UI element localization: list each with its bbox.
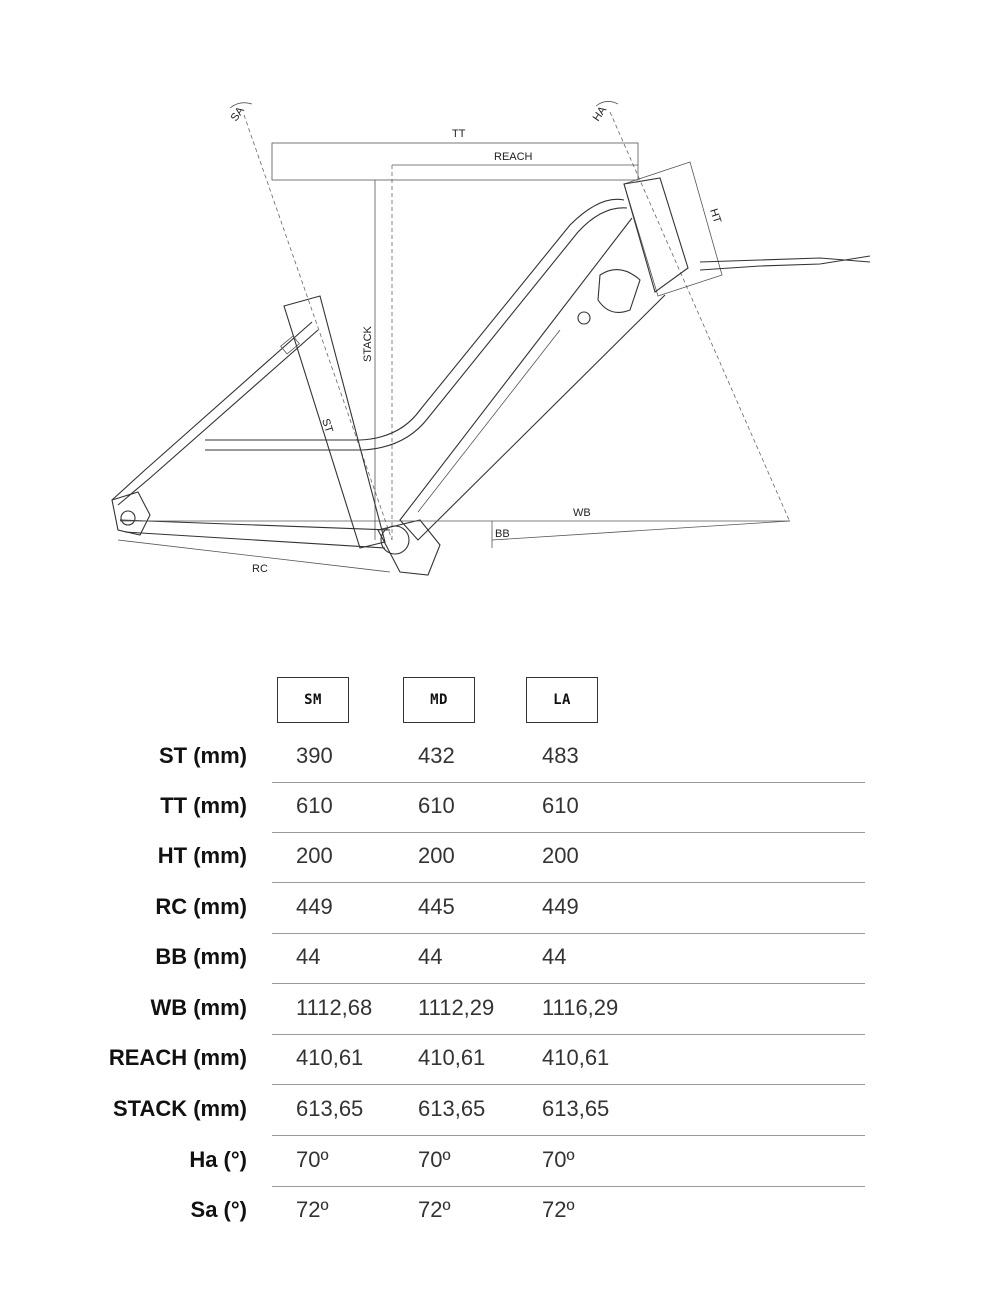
- cell-sm: 200: [296, 843, 333, 868]
- reach-label: REACH: [494, 151, 533, 163]
- tt-label: TT: [452, 128, 466, 140]
- cell-sm: 610: [296, 793, 333, 818]
- row-label: Sa (°): [190, 1197, 247, 1222]
- size-header-md: MD: [403, 677, 475, 723]
- frame-geometry-diagram: [0, 0, 1000, 620]
- table-row: [0, 985, 1000, 1035]
- cell-sm: 44: [296, 944, 321, 969]
- table-row: [0, 1035, 1000, 1085]
- row-label: ST (mm): [159, 743, 247, 768]
- table-row: [0, 733, 1000, 783]
- cell-la: 200: [542, 843, 579, 868]
- cell-sm: 449: [296, 894, 333, 919]
- cell-md: 44: [418, 944, 443, 969]
- wb-dimension: [492, 521, 790, 540]
- row-label: HT (mm): [157, 843, 247, 868]
- row-divider: [272, 1135, 865, 1136]
- cell-la: 610: [542, 793, 579, 818]
- tt-dimension: [272, 143, 638, 180]
- cell-sm: 72º: [296, 1197, 329, 1222]
- cell-la: 70º: [542, 1147, 575, 1172]
- cell-md: 70º: [418, 1147, 451, 1172]
- cell-la: 613,65: [542, 1096, 610, 1121]
- row-label: RC (mm): [155, 894, 247, 919]
- cell-md: 613,65: [418, 1096, 486, 1121]
- row-label: BB (mm): [155, 944, 247, 969]
- cell-md: 72º: [418, 1197, 451, 1222]
- bb-label: BB: [495, 528, 510, 540]
- ht-label: HT: [707, 207, 724, 225]
- cell-la: 449: [542, 894, 579, 919]
- table-row: [0, 934, 1000, 984]
- cell-sm: 390: [296, 743, 333, 768]
- cell-sm: 1112,68: [296, 995, 373, 1020]
- size-header-la: LA: [526, 677, 598, 723]
- row-label: STACK (mm): [112, 1096, 247, 1121]
- row-label: Ha (°): [189, 1147, 247, 1172]
- wb-label: WB: [573, 507, 591, 519]
- table-row: [0, 783, 1000, 833]
- ha-label: HA: [590, 104, 610, 124]
- size-header-sm: SM: [277, 677, 349, 723]
- cell-la: 483: [542, 743, 579, 768]
- row-divider: [272, 983, 865, 984]
- table-row: [0, 1137, 1000, 1187]
- cell-md: 410,61: [418, 1045, 486, 1070]
- cell-md: 1112,29: [418, 995, 495, 1020]
- cell-md: 610: [418, 793, 455, 818]
- cell-sm: 613,65: [296, 1096, 364, 1121]
- table-row: [0, 884, 1000, 934]
- table-row: [0, 833, 1000, 883]
- table-row: [0, 1187, 1000, 1237]
- cell-la: 44: [542, 944, 567, 969]
- row-label: REACH (mm): [108, 1045, 247, 1070]
- cell-sm: 70º: [296, 1147, 329, 1172]
- table-row: [0, 1086, 1000, 1136]
- row-divider: [272, 1084, 865, 1085]
- stack-label: STACK: [362, 326, 374, 362]
- sa-label: SA: [228, 104, 247, 124]
- rc-label: RC: [252, 563, 268, 575]
- cell-md: 200: [418, 843, 455, 868]
- cell-md: 445: [418, 894, 455, 919]
- row-label: TT (mm): [160, 793, 247, 818]
- bottom-bracket: [381, 526, 409, 554]
- row-divider: [272, 882, 865, 883]
- cell-la: 72º: [542, 1197, 575, 1222]
- cell-sm: 410,61: [296, 1045, 364, 1070]
- st-label: ST: [319, 417, 335, 435]
- cell-la: 1116,29: [542, 995, 619, 1020]
- cell-md: 432: [418, 743, 455, 768]
- row-label: WB (mm): [150, 995, 247, 1020]
- cell-la: 410,61: [542, 1045, 610, 1070]
